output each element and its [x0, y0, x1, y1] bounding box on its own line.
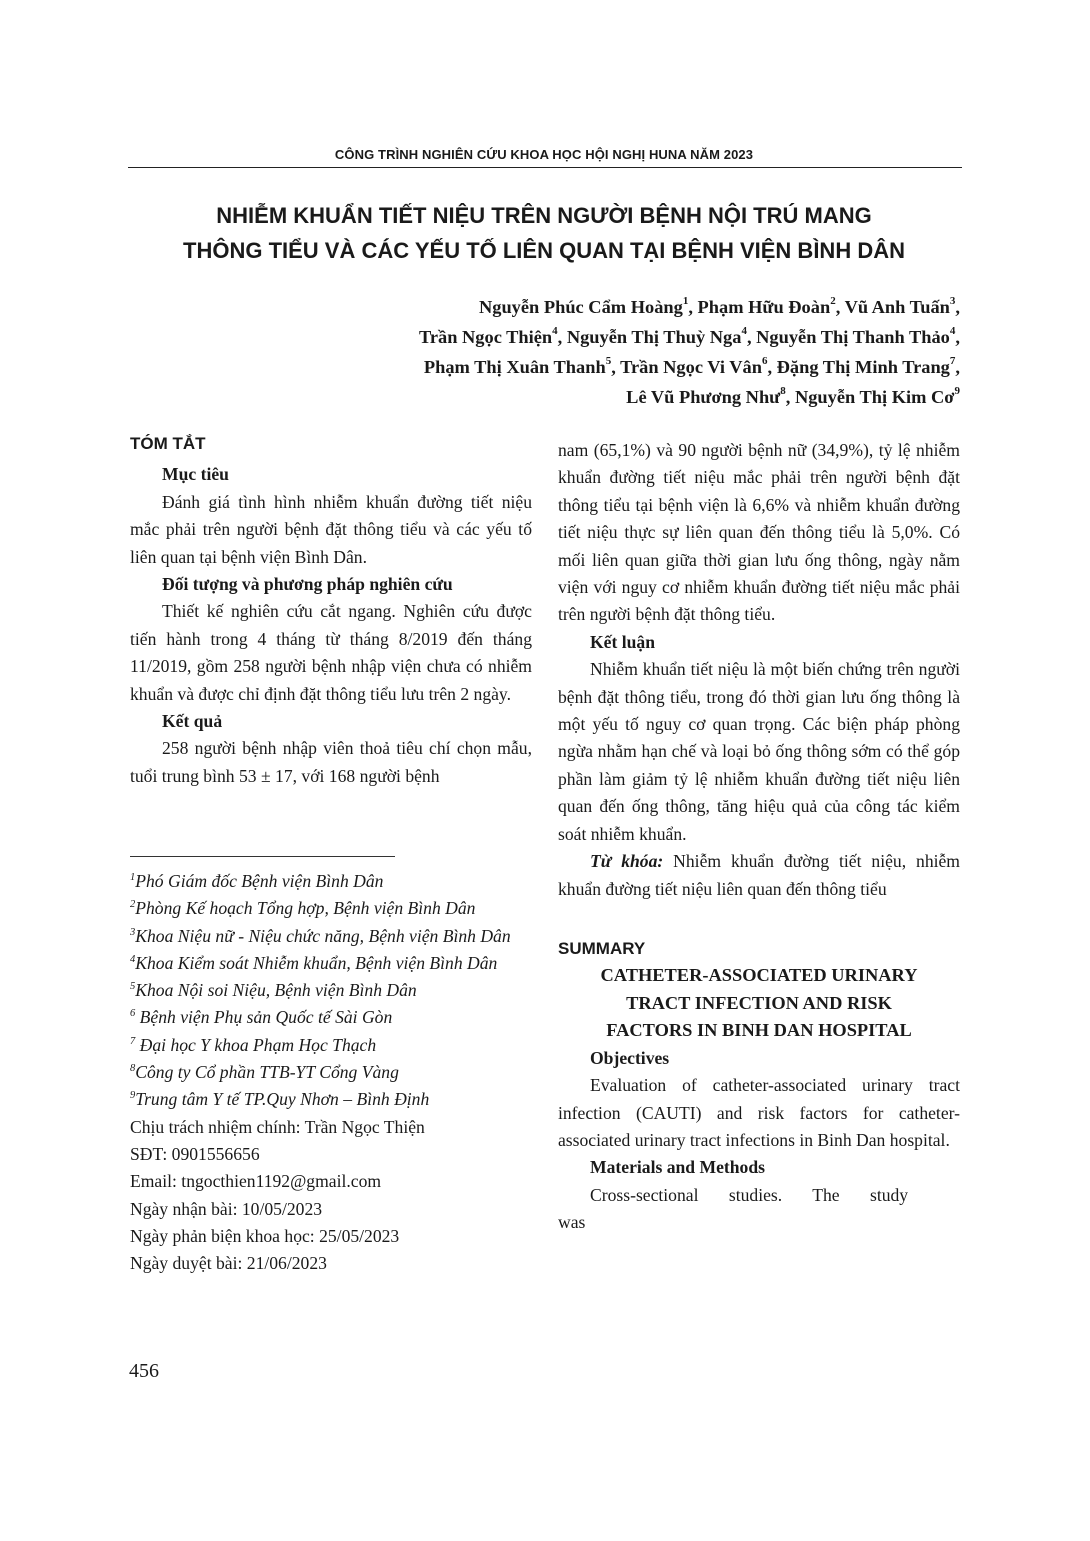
author-line-4: Lê Vũ Phương Như$^8$, Nguyễn Thị Kim $Cơ^9$	[626, 384, 960, 407]
footnotes	[130, 868, 532, 1277]
keywords	[558, 848, 960, 903]
affiliation-mark: 7	[949, 354, 956, 367]
date-reviewed: Ngày phản biện khoa học: 25/05/2023	[130, 1225, 400, 1246]
results-text-part-1: 258 người bệnh nhập viên thoả tiêu chí chọn mẫu, tuổi trung bình 53 ± 17, với 168 người bệnh	[130, 738, 532, 786]
affiliation-mark: 8	[780, 384, 786, 397]
author-name: Phạm Hữu Đoàn	[697, 297, 831, 317]
affiliation-mark: 4	[741, 324, 747, 337]
materials-methods-heading: Materials and Methods	[590, 1157, 765, 1178]
author-name: Phạm Thị Xuân Thanh	[423, 357, 606, 377]
author-list	[419, 292, 960, 412]
author-name: Đặng Thị Minh Trang	[776, 357, 950, 377]
affiliation-mark: 3	[949, 294, 956, 307]
objective-heading: Mục tiêu	[162, 464, 229, 485]
corresponding-author: Chịu trách nhiệm chính: Trần Ngọc Thiện	[130, 1116, 425, 1137]
article-title-line-2: THÔNG TIỂU VÀ CÁC YẾU TỐ LIÊN QUAN TẠI BỆNH VIỆN BÌNH DÂN	[183, 238, 905, 263]
affiliation-mark: 5	[605, 354, 612, 367]
footnote: $^5$Khoa Nội soi Niệu, Bệnh viện Bình Dân	[130, 980, 417, 1001]
article-title	[128, 198, 960, 268]
methods-heading: Đối tượng và phương pháp nghiên cứu	[162, 574, 453, 595]
author-name: Nguyễn Thị Kim Cơ	[794, 387, 955, 407]
objectives-text: Evaluation of catheter-associated urinary tract infection (CAUTI) and risk factors for catheter-associated urinary tract infections in Binh Dan hospital.	[558, 1075, 960, 1151]
article-title-line-1: NHIỄM KHUẨN TIẾT NIỆU TRÊN NGƯỜI BỆNH NỘI TRÚ MANG	[216, 203, 872, 228]
results-text-part-2: nam (65,1%) và 90 người bệnh nữ (34,9%), tỷ lệ nhiễm khuẩn đường tiết niệu mắc phải trên người bệnh đặt thông tiểu tại bệnh viện là 6,6% và nhiễm khuẩn đường tiết niệu thực sự liên quan đến thông tiểu là 5,0%. Có mối liên quan giữa thời gian lưu ống thông, ngày nằm viện với nguy cơ nhiễm khuẩn đường tiết niệu mắc phải trên người bệnh đặt thông tiểu.	[558, 440, 960, 625]
phone-number: SĐT: 0901556656	[130, 1143, 260, 1164]
footnote: $^7$ Đại học Y khoa Phạm Học Thạch	[130, 1034, 377, 1055]
keywords-label: Từ khóa:	[590, 851, 664, 872]
author-name: Nguyễn Thị Thanh Thảo	[756, 327, 950, 347]
running-header: CÔNG TRÌNH NGHIÊN CỨU KHOA HỌC HỘI NGHỊ HUNA NĂM 2023	[334, 147, 754, 162]
date-accepted: Ngày duyệt bài: 21/06/2023	[130, 1253, 327, 1274]
summary-heading: SUMMARY	[558, 938, 646, 958]
email-address: Email: tngocthien1192@gmail.com	[130, 1171, 382, 1192]
affiliation-mark: 9	[954, 384, 960, 397]
summary-title-line-2: TRACT INFECTION AND RISK	[626, 992, 892, 1013]
footnote: $^4$Khoa Kiểm soát Nhiễm khuẩn, Bệnh viện Bình Dân	[130, 952, 498, 973]
footnote: $^9$Trung tâm Y tế TP.Quy Nhơn – Bình Định	[130, 1089, 430, 1110]
summary-title-line-3: FACTORS IN BINH DAN HOSPITAL	[606, 1020, 912, 1041]
affiliation-mark: 1	[682, 294, 689, 307]
conclusion-text: Nhiễm khuẩn tiết niệu là một biến chứng trên người bệnh đặt thông tiểu, trong đó thời gian lưu ống thông là một yếu tố nguy cơ quan trọng. Các biện pháp phòng ngừa nhằm hạn chế và loại bỏ ống thông sớm có thể góp phần làm giảm tỷ lệ nhiễm khuẩn đường tiết niệu liên quan đến ống thông, tăng hiệu quả của công tác kiểm soát nhiễm khuẩn.	[558, 659, 960, 844]
methods-text: Thiết kế nghiên cứu cắt ngang. Nghiên cứu được tiến hành trong 4 tháng từ tháng 8/2019 đến tháng 11/2019, gồm 258 người bệnh nhập viện chưa có nhiễm khuẩn và được chỉ định đặt thông tiểu lưu trên 2 ngày.	[130, 601, 532, 704]
affiliation-mark: 2	[830, 294, 836, 307]
author-line-3: Phạm Thị Xuân Thanh$^5$, Trần Ngọc Vi Vân$^6$, Đặng Thị Minh Trang$^7$,	[423, 354, 960, 377]
author-line-1: Nguyễn Phúc Cẩm Hoàng$^1$, Phạm Hữu Đoàn$^2$, Vũ Anh Tuấn$^3$,	[478, 294, 960, 317]
author-name: Trần Ngọc Vi Vân	[620, 357, 762, 377]
affiliation-mark: 4	[949, 324, 956, 337]
author-name: Vũ Anh Tuấn	[844, 297, 950, 317]
footnote: $^2$Phòng Kế hoạch Tổng hợp, Bệnh viện Bình Dân	[130, 898, 476, 919]
date-received: Ngày nhận bài: 10/05/2023	[130, 1198, 323, 1219]
page-number: 456	[129, 1360, 159, 1382]
header-rule	[128, 167, 962, 168]
footnote-rule	[130, 856, 395, 857]
conclusion-heading: Kết luận	[590, 631, 656, 652]
objective-text: Đánh giá tình hình nhiễm khuẩn đường tiết niệu mắc phải trên người bệnh đặt thông tiểu và các yếu tố liên quan tại bệnh viện Bình Dân.	[130, 491, 532, 567]
results-heading: Kết quả	[162, 711, 223, 732]
author-line-2: Trần Ngọc Thiện$^4$, Nguyễn Thị Thuỳ Nga$^4$, Nguyễn Thị Thanh Thảo$^4$,	[418, 324, 960, 347]
objectives-heading: Objectives	[590, 1047, 670, 1068]
materials-methods-text: Cross-sectional studies. The study was	[558, 1184, 909, 1233]
affiliation-mark: 6	[761, 354, 768, 367]
footnote: $^6$ Bệnh viện Phụ sản Quốc tế Sài Gòn	[130, 1007, 393, 1028]
affiliation-mark: 4	[552, 324, 558, 337]
footnote: $^1$Phó Giám đốc Bệnh viện Bình Dân	[130, 871, 384, 891]
author-name: Nguyễn Thị Thuỳ Nga	[566, 327, 742, 347]
author-name: Nguyễn Phúc Cẩm Hoàng	[478, 297, 683, 317]
abstract-heading: TÓM TẮT	[130, 434, 206, 453]
author-name: Trần Ngọc Thiện	[418, 327, 553, 347]
author-name: Lê Vũ Phương Như	[626, 387, 781, 407]
right-column	[558, 437, 960, 1237]
left-column	[130, 430, 532, 790]
keywords-text: Nhiễm khuẩn đường tiết niệu, nhiễm khuẩn đường tiết niệu liên quan đến thông tiểu	[558, 851, 960, 899]
summary-title	[558, 962, 960, 1045]
footnote: $^3$Khoa Niệu nữ - Niệu chức năng, Bệnh viện Bình Dân	[130, 925, 511, 946]
footnote: $^8$Công ty Cổ phần TTB-YT Cổng Vàng	[130, 1062, 399, 1083]
summary-title-line-1: CATHETER-ASSOCIATED URINARY	[600, 965, 918, 986]
